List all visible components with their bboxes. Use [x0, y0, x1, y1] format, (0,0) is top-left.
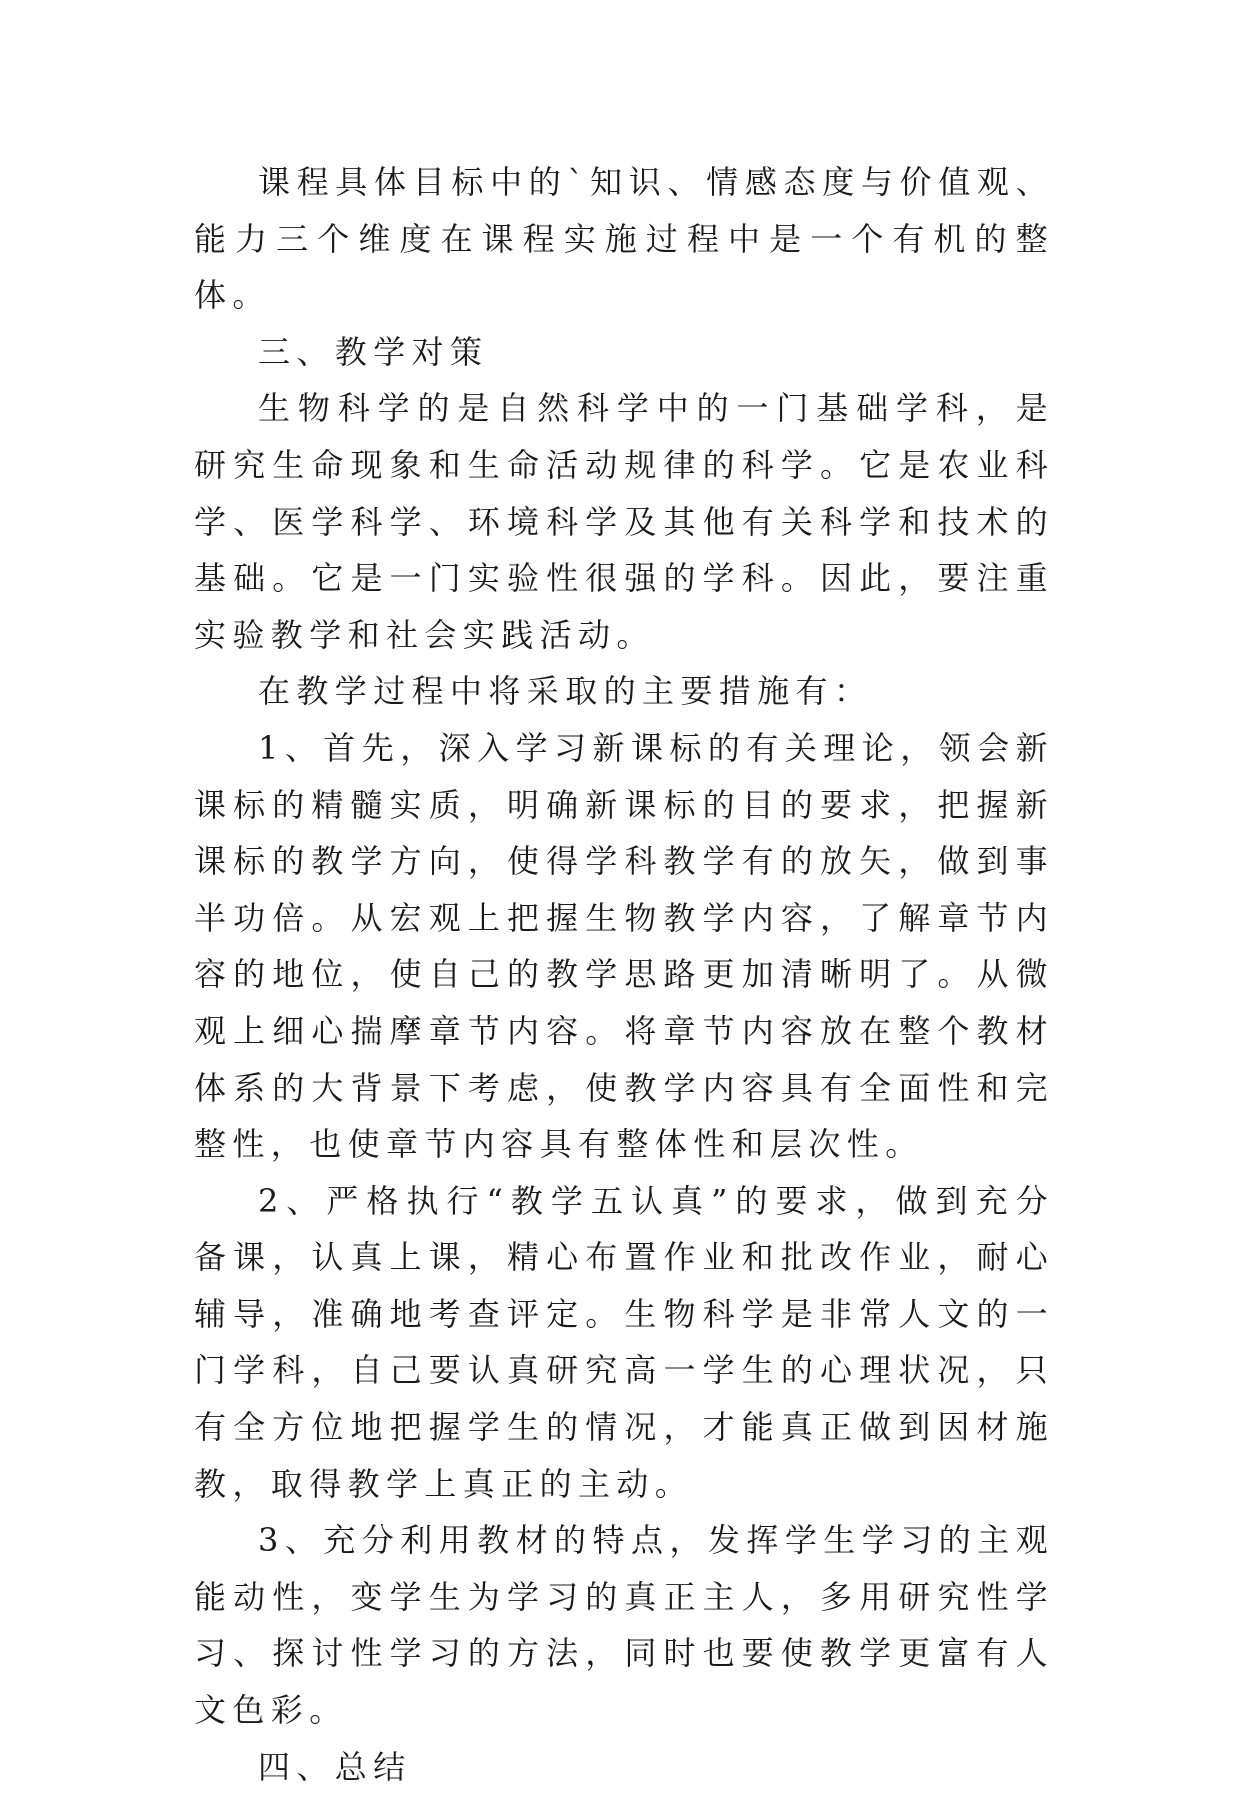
paragraph-measure-1: 1、首先，深入学习新课标的有关理论，领会新课标的精髓实质，明确新课标的目的要求，把握新课标的教学方向，使得学科教学有的放矢，做到事半功倍。从宏观上把握生物教学内容，了解章节内容的地位，使自己的教学思路更加清晰明了。从微观上细心揣摩章节内容。将章节内容放在整个教材体系的大背景下考虑，使教学内容具有全面性和完整性，也使章节内容具有整体性和层次性。: [194, 728, 1054, 1164]
paragraph-main-measures-intro: 在教学过程中将采取的主要措施有：: [258, 672, 873, 711]
document-body: [194, 154, 1054, 1795]
paragraph-measure-3: 3、充分利用教材的特点，发挥学生学习的主观能动性，变学生为学习的真正主人，多用研究性学习、探讨性学习的方法，同时也要使教学更富有人文色彩。: [194, 1521, 1054, 1730]
paragraph-biology-science: 生物科学的是自然科学中的一门基础学科，是研究生命现象和生命活动规律的科学。它是农业科学、医学科学、环境科学及其他有关科学和技术的基础。它是一门实验性很强的学科。因此，要注重实验教学和社会实践活动。: [194, 389, 1054, 654]
paragraph-measure-2: 2、严格执行“教学五认真”的要求，做到充分备课，认真上课，精心布置作业和批改作业，耐心辅导，准确地考查评定。生物科学是非常人文的一门学科，自己要认真研究高一学生的心理状况，只有全方位地把握学生的情况，才能真正做到因材施教，取得教学上真正的主动。: [194, 1181, 1054, 1503]
paragraph-course-goals: 课程具体目标中的`知识、情感态度与价值观、能力三个维度在课程实施过程中是一个有机的整体。: [194, 163, 1054, 315]
section-heading-summary: 四、总结: [258, 1747, 412, 1786]
section-heading-teaching-strategies: 三、教学对策: [258, 332, 489, 371]
